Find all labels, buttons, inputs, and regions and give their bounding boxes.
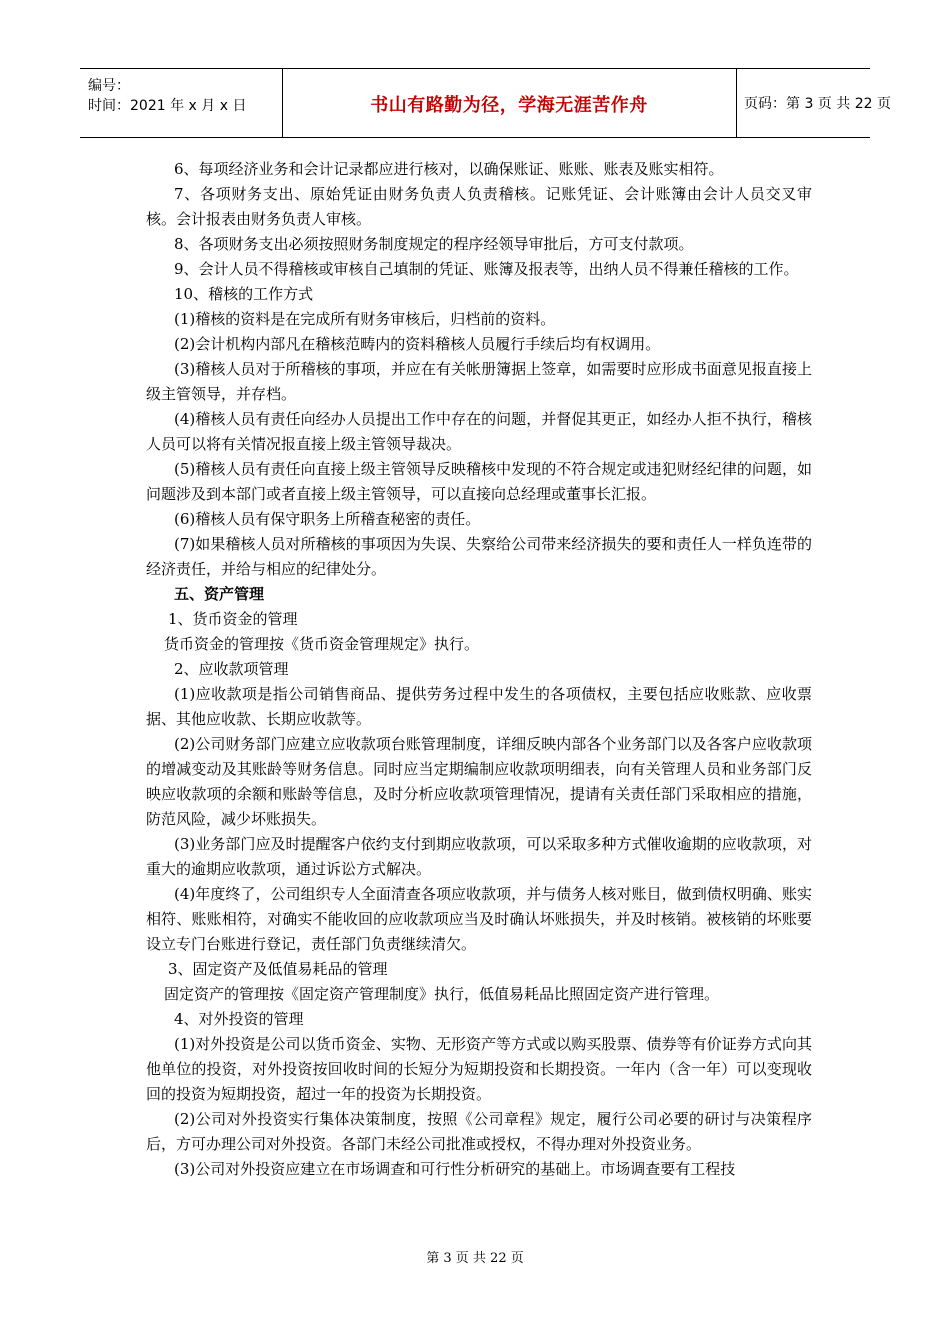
paragraph-subitem: (3)业务部门应及时提醒客户依约支付到期应收款项，可以采取多种方式催收逾期的应收款项，对重大的逾期应收款项，通过诉讼方式解决。: [146, 835, 812, 878]
header-info-cell: [80, 69, 283, 137]
document-body: [146, 157, 812, 1182]
paragraph-subitem: (2)会计机构内部凡在稽核范畴内的资料稽核人员履行手续后均有权调用。: [174, 335, 661, 353]
header-page-code: 页码：第 3 页 共 22 页: [744, 96, 891, 112]
paragraph-subitem: (2)公司对外投资实行集体决策制度，按照《公司章程》规定，履行公司必要的研讨与决策程序后，方可办理公司对外投资。各部门未经公司批准或授权，不得办理对外投资业务。: [146, 1110, 812, 1153]
header-motto-cell: [282, 69, 737, 137]
paragraph-item-9: 9、会计人员不得稽核或审核自己填制的凭证、账簿及报表等，出纳人员不得兼任稽核的工作。: [174, 260, 799, 278]
paragraph-subitem: (3)稽核人员对于所稽核的事项，并应在有关帐册簿据上签章，如需要时应形成书面意见报直接上级主管领导，并存档。: [146, 360, 812, 403]
paragraph: 货币资金的管理按《货币资金管理规定》执行。: [164, 635, 480, 653]
header-page-cell: [736, 69, 891, 137]
subsection-heading: 4、对外投资的管理: [174, 1010, 304, 1028]
subsection-heading: 3、固定资产及低值易耗品的管理: [168, 960, 388, 978]
document-number-label: 编号：: [88, 78, 130, 94]
paragraph-subitem: (3)公司对外投资应建立在市场调查和可行性分析研究的基础上。市场调查要有工程技: [174, 1160, 736, 1178]
header-motto: 书山有路勤为径，学海无涯苦作舟: [370, 95, 648, 116]
section-heading-assets: 五、资产管理: [174, 585, 265, 603]
paragraph-subitem: (1)稽核的资料是在完成所有财务审核后，归档前的资料。: [174, 310, 556, 328]
subsection-heading: 2、应收款项管理: [174, 660, 289, 678]
paragraph-subitem: (1)应收款项是指公司销售商品、提供劳务过程中发生的各项债权，主要包括应收账款、应收票据、其他应收款、长期应收款等。: [146, 685, 812, 728]
paragraph-subitem: (7)如果稽核人员对所稽核的事项因为失误、失察给公司带来经济损失的要和责任人一样负连带的经济责任，并给与相应的纪律处分。: [146, 535, 812, 578]
page-header: [80, 68, 891, 138]
paragraph: 固定资产的管理按《固定资产管理制度》执行，低值易耗品比照固定资产进行管理。: [164, 985, 720, 1003]
paragraph-item-8: 8、各项财务支出必须按照财务制度规定的程序经领导审批后，方可支付款项。: [174, 235, 694, 253]
paragraph-subitem: (6)稽核人员有保守职务上所稽查秘密的责任。: [174, 510, 481, 528]
document-date: 时间：2021 年 x 月 x 日: [88, 98, 247, 114]
paragraph-item-6: 6、每项经济业务和会计记录都应进行核对，以确保账证、账账、账表及账实相符。: [174, 160, 724, 178]
paragraph-subitem: (1)对外投资是公司以货币资金、实物、无形资产等方式或以购买股票、债券等有价证券方式向其他单位的投资，对外投资按回收时间的长短分为短期投资和长期投资。一年内（含一年）可以变现收回的投资为短期投资，超过一年的投资为长期投资。: [146, 1035, 812, 1103]
page-footer: 第 3 页 共 22 页: [426, 1251, 524, 1266]
paragraph-item-7: 7、各项财务支出、原始凭证由财务负责人负责稽核。记账凭证、会计账簿由会计人员交叉审核。会计报表由财务负责人审核。: [146, 185, 812, 228]
paragraph-subitem: (4)年度终了，公司组织专人全面清查各项应收款项，并与债务人核对账目，做到债权明确、账实相符、账账相符，对确实不能收回的应收款项应当及时确认坏账损失，并及时核销。被核销的坏账要设立专门台账进行登记，责任部门负责继续清欠。: [146, 885, 812, 953]
subsection-heading: 1、货币资金的管理: [168, 610, 298, 628]
paragraph-subitem: (5)稽核人员有责任向直接上级主管领导反映稽核中发现的不符合规定或违犯财经纪律的问题，如问题涉及到本部门或者直接上级主管领导，可以直接向总经理或董事长汇报。: [146, 460, 812, 503]
paragraph-subitem: (4)稽核人员有责任向经办人员提出工作中存在的问题，并督促其更正，如经办人拒不执行，稽核人员可以将有关情况报直接上级主管领导裁决。: [146, 410, 812, 453]
paragraph-subitem: (2)公司财务部门应建立应收款项台账管理制度，详细反映内部各个业务部门以及各客户应收款项的增减变动及其账龄等财务信息。同时应当定期编制应收款项明细表，向有关管理人员和业务部门反映应收款项的余额和账龄等信息，及时分析应收款项管理情况，提请有关责任部门采取相应的措施，防范风险，减少坏账损失。: [146, 735, 812, 828]
paragraph-heading-10: 10、稽核的工作方式: [174, 285, 314, 303]
